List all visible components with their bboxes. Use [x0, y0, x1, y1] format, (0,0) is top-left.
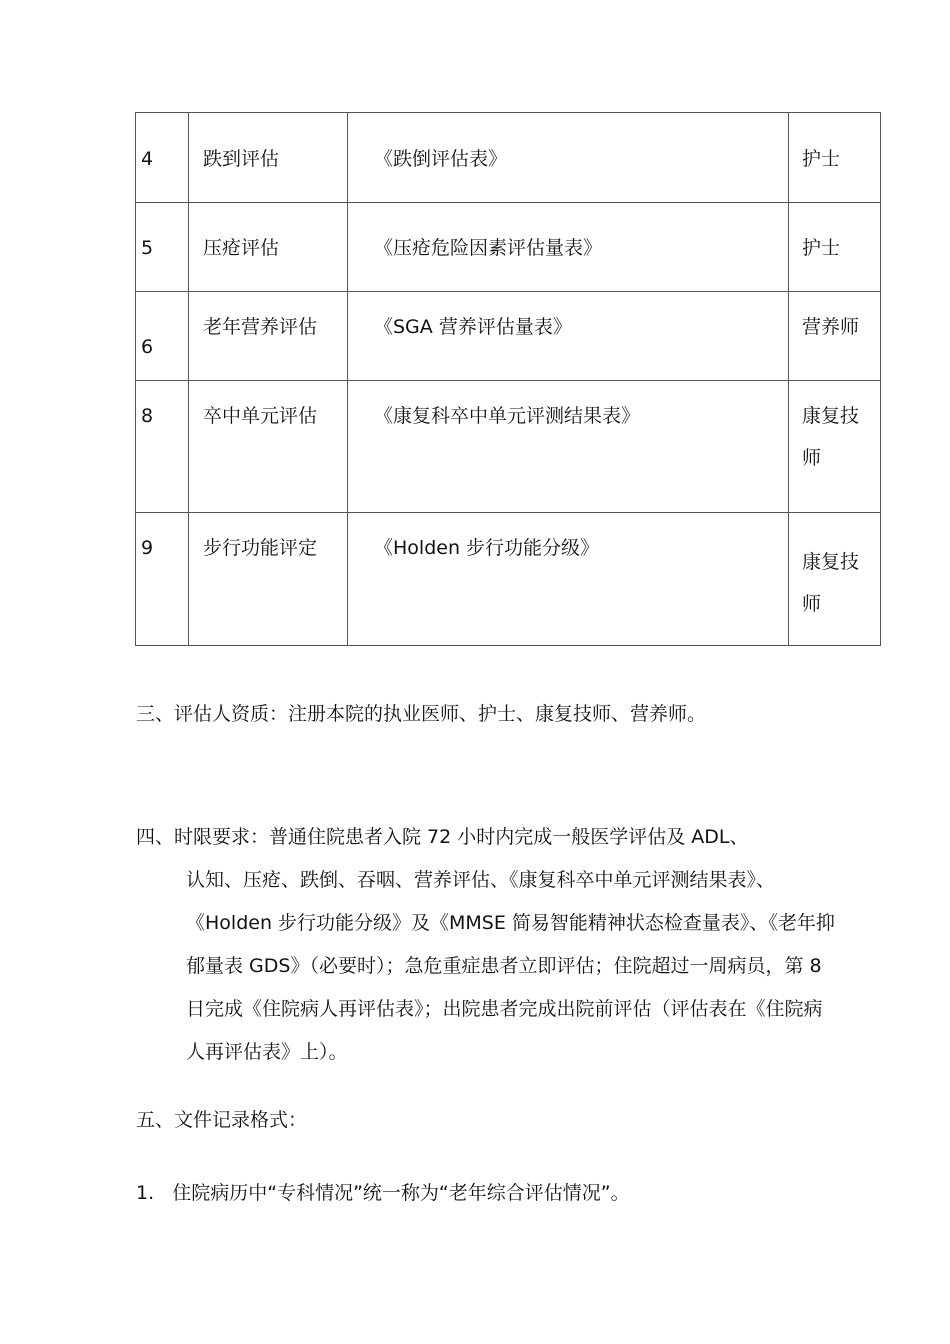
row-number: 5	[136, 203, 189, 292]
assessor-role	[789, 381, 881, 513]
section-4-time-requirements	[136, 816, 896, 1074]
assessment-form: 《跌倒评估表》	[348, 113, 789, 203]
table-row	[136, 203, 881, 292]
section-4-line: 四、时限要求：普通住院患者入院 72 小时内完成一般医学评估及 ADL、	[136, 826, 749, 848]
table-row	[136, 292, 881, 381]
table-row	[136, 113, 881, 203]
assessor-role-line: 师	[802, 447, 822, 469]
row-number: 9	[136, 513, 189, 646]
assessor-role-line: 康复技	[802, 405, 860, 427]
assessor-role-line: 康复技	[802, 551, 860, 573]
assessment-item: 压疮评估	[189, 203, 348, 292]
assessment-form: 《Holden 步行功能分级》	[348, 513, 789, 646]
assessment-form: 《压疮危险因素评估量表》	[348, 203, 789, 292]
assessor-role: 护士	[789, 113, 881, 203]
section-4-line: 《Holden 步行功能分级》及《MMSE 简易智能精神状态检查量表》、《老年抑	[186, 912, 835, 934]
assessment-item: 步行功能评定	[189, 513, 348, 646]
section-4-line: 认知、压疮、跌倒、吞咽、营养评估、《康复科卒中单元评测结果表》、	[186, 869, 776, 891]
assessor-role-line: 师	[802, 593, 822, 615]
assessor-role: 护士	[789, 203, 881, 292]
assessor-role: 营养师	[789, 292, 881, 381]
section-3-assessor-qualification: 三、评估人资质：注册本院的执业医师、护士、康复技师、营养师。	[136, 703, 707, 725]
assessment-item: 卒中单元评估	[189, 381, 348, 513]
table-row	[136, 381, 881, 513]
section-4-line: 郁量表 GDS》（必要时）；急危重症患者立即评估；住院超过一周病员，第 8	[186, 955, 822, 977]
section-4-line: 日完成《住院病人再评估表》；出院患者完成出院前评估（评估表在《住院病	[186, 998, 823, 1020]
row-number: 6	[136, 292, 189, 381]
row-number: 4	[136, 113, 189, 203]
list-item-1: 1. 住院病历中“专科情况”统一称为“老年综合评估情况”。	[136, 1182, 630, 1204]
assessment-form: 《康复科卒中单元评测结果表》	[348, 381, 789, 513]
table-row	[136, 513, 881, 646]
assessment-table	[135, 112, 881, 646]
assessment-form: 《SGA 营养评估量表》	[348, 292, 789, 381]
assessment-item: 跌到评估	[189, 113, 348, 203]
assessor-role	[789, 513, 881, 646]
assessment-item: 老年营养评估	[189, 292, 348, 381]
row-number: 8	[136, 381, 189, 513]
section-4-line: 人再评估表》上）。	[186, 1041, 348, 1063]
section-5-record-format: 五、文件记录格式：	[136, 1109, 308, 1131]
